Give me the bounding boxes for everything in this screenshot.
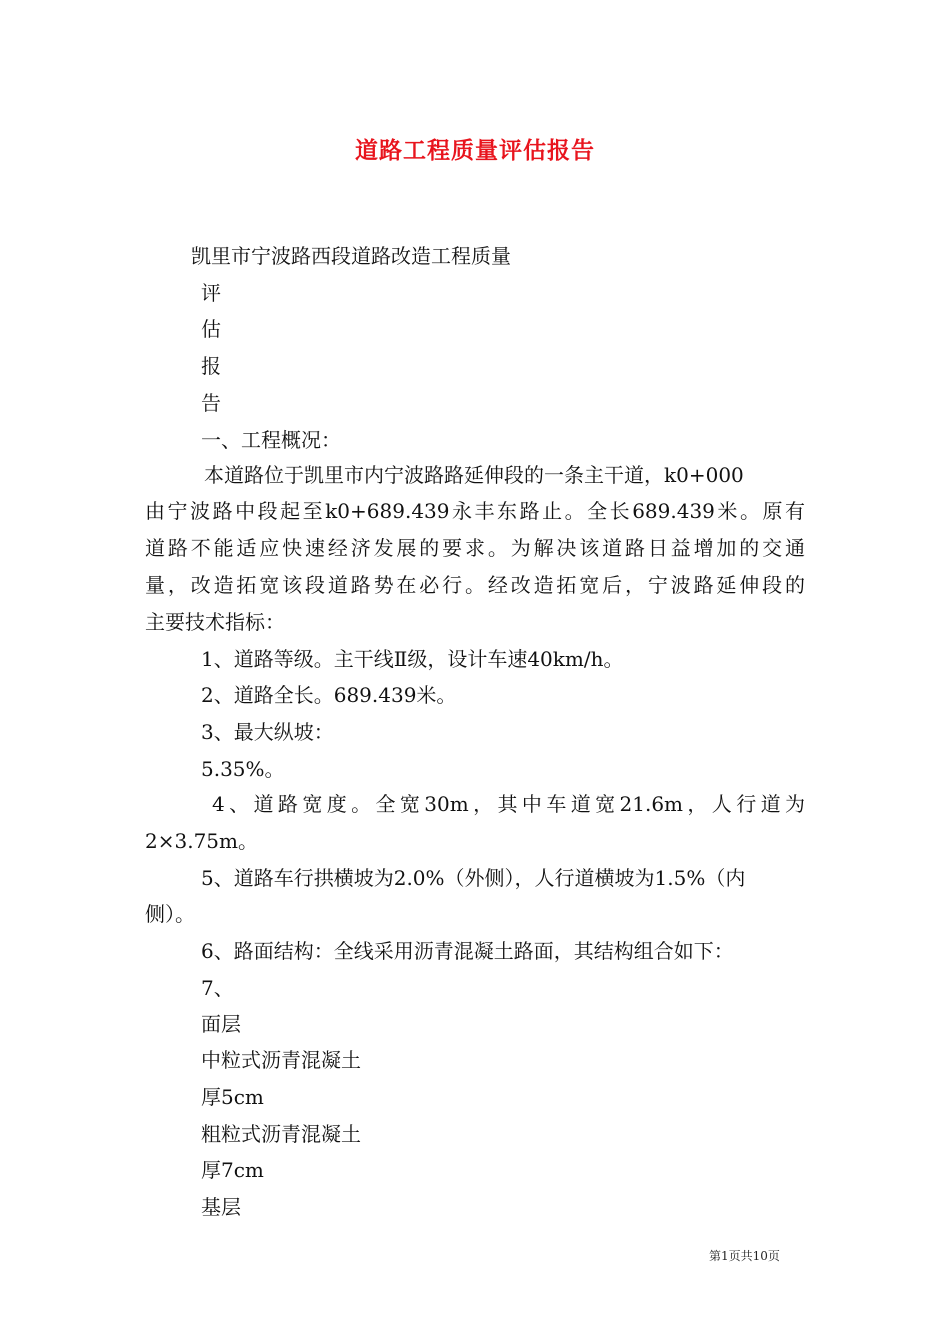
structure-coarse-asphalt: 粗粒式沥青混凝土 <box>201 1122 361 1146</box>
spec-item-road-width-cont: 2×3.75m。 <box>145 829 258 853</box>
spec-item-max-slope: 3、最大纵坡： <box>201 720 334 744</box>
spec-item-road-length: 2、道路全长。689.439米。 <box>201 683 457 707</box>
paragraph-line: 主要技术指标： <box>145 610 285 634</box>
paragraph-line: 量，改造拓宽该段道路势在必行。经改造拓宽后，宁波路延伸段的 <box>145 573 805 597</box>
structure-thickness-7cm: 厚7cm <box>201 1158 264 1182</box>
paragraph-line: 道路不能适应快速经济发展的要求。为解决该道路日益增加的交通 <box>145 536 805 560</box>
section-title-overview: 一、工程概况： <box>201 428 341 452</box>
spec-item-cross-slope: 5、道路车行拱横坡为2.0%（外侧），人行道横坡为1.5%（内 <box>201 866 746 890</box>
paragraph-line: 由宁波路中段起至k0+689.439永丰东路止。全长689.439米。原有 <box>145 499 805 523</box>
structure-thickness-5cm: 厚5cm <box>201 1085 264 1109</box>
page-number-footer: 第1页共10页 <box>709 1249 780 1263</box>
spec-item-cross-slope-cont: 侧）。 <box>145 902 195 926</box>
heading-char-gao: 告 <box>201 391 221 415</box>
structure-surface-layer: 面层 <box>201 1012 241 1036</box>
heading-char-bao: 报 <box>201 354 221 378</box>
spec-item-road-width: 4、道路宽度。全宽30m，其中车道宽21.6m，人行道为 <box>212 792 805 816</box>
document-title: 道路工程质量评估报告 <box>355 137 595 164</box>
heading-char-gu: 估 <box>201 317 221 341</box>
structure-base-layer: 基层 <box>201 1195 241 1219</box>
report-heading: 凯里市宁波路西段道路改造工程质量 <box>191 244 511 268</box>
spec-item-max-slope-value: 5.35%。 <box>201 757 285 781</box>
spec-item-road-grade: 1、道路等级。主干线Ⅱ级，设计车速40km/h。 <box>201 647 624 671</box>
structure-medium-asphalt: 中粒式沥青混凝土 <box>201 1048 361 1072</box>
heading-char-ping: 评 <box>201 281 221 305</box>
spec-item-seven: 7、 <box>201 976 234 1000</box>
paragraph-line: 本道路位于凯里市内宁波路路延伸段的一条主干道，k0+000 <box>204 463 744 487</box>
spec-item-pavement: 6、路面结构：全线采用沥青混凝土路面，其结构组合如下： <box>201 939 734 963</box>
